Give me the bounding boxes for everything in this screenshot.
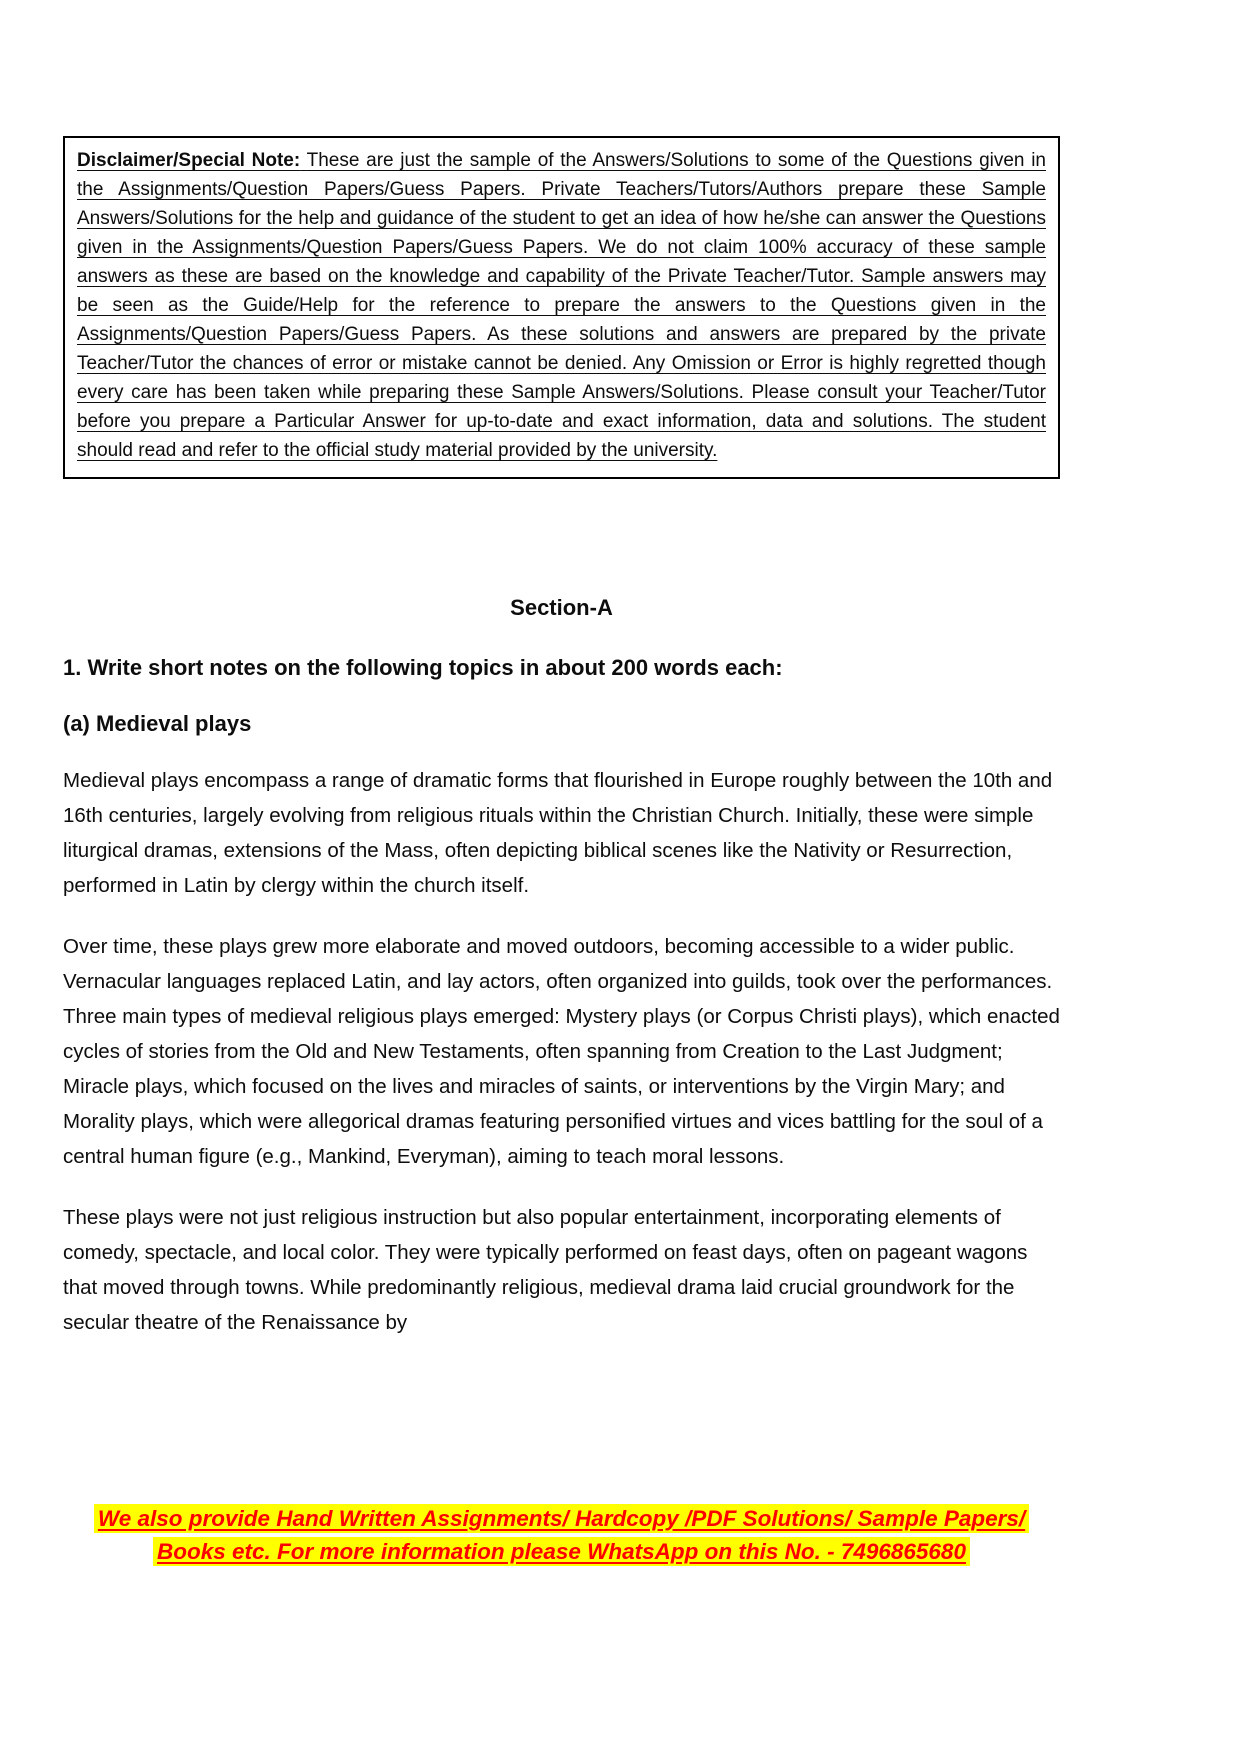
disclaimer-box	[63, 136, 1060, 479]
paragraph-medieval-plays-1: Medieval plays encompass a range of dramatic forms that flourished in Europe roughly between the 10th and 16th centuries, largely evolving from religious rituals within the Christian Church. Initially, these were simple liturgical dramas, extensions of the Mass, often depicting biblical scenes like the Nativity or Resurrection, performed in Latin by clergy within the church itself.	[63, 769, 1053, 897]
content-column	[63, 136, 1060, 1340]
topic-subheading: (a) Medieval plays	[63, 711, 252, 736]
disclaimer-body: These are just the sample of the Answers/Solutions to some of the Questions given in the Assignments/Question Papers/Guess Papers. Private Teachers/Tutors/Authors prepare these Sample Answers/Solutions for the help and guidance of the student to get an idea of how he/she can answer the Questions given in the Assignments/Question Papers/Guess Papers. We do not claim 100% accuracy of these sample answers as these are based on the knowledge and capability of the Private Teacher/Tutor. Sample answers may be seen as the Guide/Help for the reference to prepare the answers to the Questions given in the Assignments/Question Papers/Guess Papers. As these solutions and answers are prepared by the private Teacher/Tutor the chances of error or mistake cannot be denied. Any Omission or Error is highly regretted though every care has been taken while preparing these Sample Answers/Solutions. Please consult your Teacher/Tutor before you prepare a Particular Answer for up-to-date and exact information, data and solutions. The student should read and refer to the official study material provided by the university.	[77, 150, 1046, 461]
section-heading: Section-A	[510, 595, 613, 620]
footer-text: We also provide Hand Written Assignments/ Hardcopy /PDF Solutions/ Sample Papers/ Books etc. For more information please WhatsApp on this No. - 7496865680	[94, 1504, 1029, 1566]
question-title: 1. Write short notes on the following topics in about 200 words each:	[63, 655, 783, 680]
footer-note	[63, 1502, 1060, 1568]
paragraph-medieval-plays-3: These plays were not just religious instruction but also popular entertainment, incorporating elements of comedy, spectacle, and local color. They were typically performed on feast days, often on pageant wagons that moved through towns. While predominantly religious, medieval drama laid crucial groundwork for the secular theatre of the Renaissance by	[63, 1206, 1028, 1334]
paragraph-medieval-plays-2: Over time, these plays grew more elaborate and moved outdoors, becoming accessible to a wider public. Vernacular languages replaced Latin, and lay actors, often organized into guilds, took over the performances. Three main types of medieval religious plays emerged: Mystery plays (or Corpus Christi plays), which enacted cycles of stories from the Old and New Testaments, often spanning from Creation to the Last Judgment; Miracle plays, which focused on the lives and miracles of saints, or interventions by the Virgin Mary; and Morality plays, which were allegorical dramas featuring personified virtues and vices battling for the soul of a central human figure (e.g., Mankind, Everyman), aiming to teach moral lessons.	[63, 935, 1060, 1168]
disclaimer-text	[77, 146, 1046, 465]
disclaimer-label: Disclaimer/Special Note:	[77, 150, 301, 171]
